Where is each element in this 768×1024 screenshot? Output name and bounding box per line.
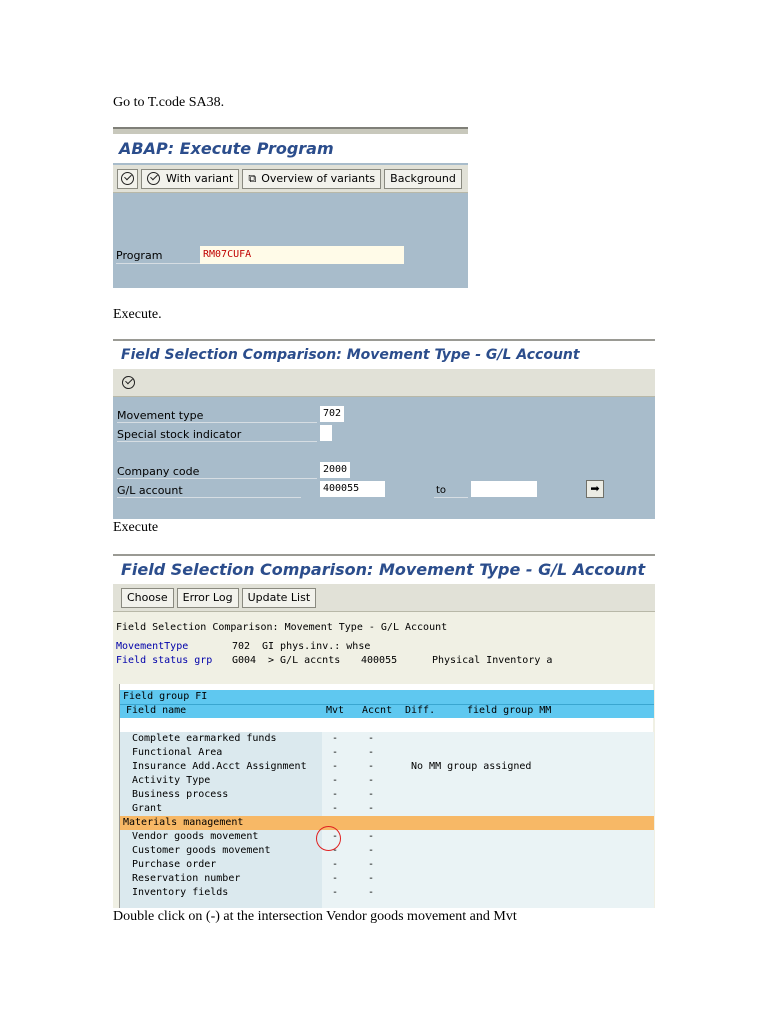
field-name-cell: Activity Type (132, 775, 211, 786)
title-area (113, 554, 655, 584)
mvt-cell[interactable]: - (332, 775, 339, 786)
movement-type-info-value: 702 (232, 641, 251, 652)
highlight-circle (316, 826, 341, 851)
error-log-button[interactable]: Error Log (177, 588, 239, 608)
field-name-cell: Grant (132, 803, 163, 814)
mvt-cell[interactable]: - (332, 873, 339, 884)
accnt-cell[interactable]: - (368, 733, 375, 744)
application-toolbar (113, 165, 468, 193)
field-status-info-account: 400055 (361, 655, 398, 666)
table-row[interactable] (123, 802, 653, 816)
table-row[interactable] (123, 732, 653, 746)
field-name-cell: Vendor goods movement (132, 831, 259, 842)
field-name-cell: Functional Area (132, 747, 223, 758)
title-area (113, 134, 468, 163)
accnt-cell[interactable]: - (368, 803, 375, 814)
accnt-cell[interactable]: - (368, 845, 375, 856)
accnt-cell[interactable]: - (368, 887, 375, 898)
list-title: Field Selection Comparison: Movement Type - G/L Account (116, 622, 448, 633)
title-area (113, 339, 655, 369)
execute-button[interactable] (117, 169, 138, 189)
page-title: Field Selection Comparison: Movement Type - G/L Account (121, 347, 580, 363)
update-list-button[interactable]: Update List (242, 588, 317, 608)
accnt-cell[interactable]: - (368, 873, 375, 884)
accnt-cell[interactable]: - (368, 775, 375, 786)
table-row[interactable] (123, 788, 653, 802)
company-code-underline (117, 478, 317, 479)
multiple-selection-button[interactable] (586, 480, 604, 498)
field-name-cell: Business process (132, 789, 229, 800)
mvt-cell[interactable]: - (332, 831, 339, 842)
with-variant-label: With variant (166, 172, 234, 185)
field-name-cell: Complete earmarked funds (132, 733, 277, 744)
movement-type-info-label: MovementType (116, 641, 189, 652)
background-label: Background (390, 172, 456, 185)
mvt-cell[interactable]: - (332, 887, 339, 898)
page-title: Field Selection Comparison: Movement Type - G/L Account (121, 560, 646, 579)
special-stock-underline (117, 441, 317, 442)
mvt-cell[interactable]: - (332, 803, 339, 814)
field-status-info-arrow: > G/L accnts (268, 655, 341, 666)
gl-account-underline (117, 497, 301, 498)
movement-type-info-desc: GI phys.inv.: whse (262, 641, 371, 652)
gl-account-label: G/L account (117, 484, 183, 497)
field-status-info-value: G004 (232, 655, 257, 666)
accnt-cell[interactable]: - (368, 831, 375, 842)
table-row[interactable] (123, 774, 653, 788)
accnt-cell[interactable]: - (368, 761, 375, 772)
title-bar-strip (113, 127, 468, 134)
execute-icon (147, 172, 160, 185)
page-title: ABAP: Execute Program (119, 139, 334, 158)
program-label: Program (116, 249, 163, 262)
field-status-info-label: Field status grp (116, 655, 213, 666)
table-row[interactable] (123, 746, 653, 760)
mvt-cell[interactable]: - (332, 859, 339, 870)
field-name-cell: Customer goods movement (132, 845, 271, 856)
col-mvt: Mvt (326, 705, 345, 716)
with-variant-button[interactable] (141, 169, 239, 189)
field-name-cell: Purchase order (132, 859, 217, 870)
table-row[interactable] (123, 830, 653, 844)
diff-cell: No MM group assigned (411, 761, 532, 772)
field-name-cell: Inventory fields (132, 887, 229, 898)
col-field-name: Field name (126, 705, 187, 716)
list-area (113, 612, 655, 908)
movement-type-label: Movement type (117, 409, 204, 422)
group-fi-header: Field group FI (123, 691, 208, 702)
program-label-underline (116, 263, 200, 264)
gl-account-to-input[interactable] (471, 481, 537, 497)
overview-variants-button[interactable] (242, 169, 381, 189)
accnt-cell[interactable]: - (368, 789, 375, 800)
special-stock-input[interactable] (320, 425, 332, 441)
step-3-text: Execute (113, 520, 159, 535)
table-row[interactable] (123, 858, 653, 872)
col-field-group-mm: field group MM (467, 705, 552, 716)
accnt-cell[interactable]: - (368, 747, 375, 758)
execute-button[interactable] (119, 376, 138, 389)
col-diff: Diff. (405, 705, 436, 716)
field-status-info-desc: Physical Inventory a (432, 655, 553, 666)
mvt-cell[interactable]: - (332, 845, 339, 856)
table-row[interactable] (123, 760, 653, 774)
mvt-cell[interactable]: - (332, 733, 339, 744)
choose-button[interactable]: Choose (121, 588, 174, 608)
step-2-text: Execute. (113, 307, 162, 322)
arrow-right-icon: ➡ (590, 482, 600, 495)
screen-result-list (113, 554, 655, 908)
column-header-row (123, 704, 653, 718)
movement-type-underline (117, 422, 317, 423)
mvt-cell[interactable]: - (332, 789, 339, 800)
field-name-cell: Reservation number (132, 873, 241, 884)
step-4-text: Double click on (-) at the intersection Vendor goods movement and Mvt (113, 909, 517, 924)
table-row[interactable] (123, 844, 653, 858)
screen-abap-execute-program (113, 127, 468, 288)
variants-icon: ⧉ (248, 171, 257, 185)
table-row[interactable] (123, 872, 653, 886)
overview-variants-label: Overview of variants (261, 172, 376, 185)
field-status-info-row (116, 655, 646, 669)
comparison-table (119, 684, 653, 908)
background-button[interactable] (384, 169, 462, 189)
to-label: to (436, 485, 447, 496)
execute-icon (122, 376, 135, 389)
gl-account-from-input[interactable]: 400055 (320, 481, 385, 497)
movement-type-input[interactable]: 702 (320, 406, 344, 422)
step-1-text: Go to T.code SA38. (113, 95, 225, 110)
application-toolbar (113, 369, 655, 397)
movement-type-info-row (116, 641, 646, 655)
company-code-label: Company code (117, 465, 200, 478)
application-toolbar (113, 584, 655, 612)
screen-selection (113, 339, 655, 519)
mvt-cell[interactable]: - (332, 761, 339, 772)
company-code-input[interactable]: 2000 (320, 462, 350, 478)
execute-icon (121, 172, 134, 185)
col-accnt: Accnt (362, 705, 393, 716)
program-input[interactable]: RM07CUFA (200, 246, 404, 264)
special-stock-label: Special stock indicator (117, 428, 242, 441)
field-name-cell: Insurance Add.Acct Assignment (132, 761, 307, 772)
mvt-cell[interactable]: - (332, 747, 339, 758)
table-row[interactable] (123, 886, 653, 900)
to-underline (434, 497, 468, 498)
group-mm-header: Materials management (123, 817, 244, 828)
accnt-cell[interactable]: - (368, 859, 375, 870)
